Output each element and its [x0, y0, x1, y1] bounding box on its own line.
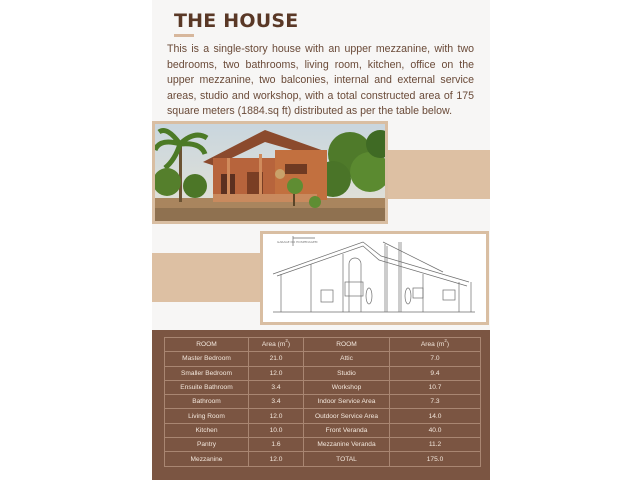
- intro-paragraph: This is a single-story house with an upper mezzanine, with two bedrooms, two bathrooms, living room, kitchen, office on the upper mezzanine, two balconies, internal and external service areas, studio and workshop, with a total constructed area of 175 square meters (1884.sq ft) distributed as per the table below.: [167, 43, 474, 118]
- room-cell: Front Veranda: [304, 423, 390, 437]
- area-cell: 40.0: [390, 423, 481, 437]
- area-cell: 10.0: [249, 423, 304, 437]
- area-cell: 12.0: [249, 452, 304, 466]
- room-cell: Ensuite Bathroom: [165, 380, 249, 394]
- room-cell: TOTAL: [304, 452, 390, 466]
- room-cell: Living Room: [165, 409, 249, 423]
- area-cell: 7.0: [390, 352, 481, 366]
- area-cell: 11.2: [390, 438, 481, 452]
- table-row: [165, 366, 481, 380]
- table-row: [165, 438, 481, 452]
- decorative-band-right: [388, 150, 490, 199]
- area-cell: 12.0: [249, 366, 304, 380]
- header-room: ROOM: [165, 338, 249, 352]
- area-cell: 21.0: [249, 352, 304, 366]
- area-cell: 10.7: [390, 380, 481, 394]
- room-cell: Studio: [304, 366, 390, 380]
- table-row: [165, 423, 481, 437]
- area-cell: 7.3: [390, 395, 481, 409]
- house-photo: [155, 124, 385, 221]
- room-cell: Bathroom: [165, 395, 249, 409]
- area-cell: 9.4: [390, 366, 481, 380]
- table-header-row: [165, 338, 481, 352]
- area-cell: 12.0: [249, 409, 304, 423]
- room-cell: Indoor Service Area: [304, 395, 390, 409]
- table-row: [165, 380, 481, 394]
- header-room: ROOM: [304, 338, 390, 352]
- table-row: [165, 409, 481, 423]
- room-cell: Smaller Bedroom: [165, 366, 249, 380]
- room-cell: Mezzanine Veranda: [304, 438, 390, 452]
- area-cell: 3.4: [249, 395, 304, 409]
- decorative-band-left: [152, 253, 262, 302]
- table-row: [165, 352, 481, 366]
- room-cell: Mezzanine: [165, 452, 249, 466]
- area-cell: 1.6: [249, 438, 304, 452]
- page-title: THE HOUSE: [174, 10, 299, 32]
- room-cell: Workshop: [304, 380, 390, 394]
- header-area: Area $(m^2)$: [249, 338, 304, 352]
- room-cell: Kitchen: [165, 423, 249, 437]
- area-cell: 14.0: [390, 409, 481, 423]
- table-row: [165, 395, 481, 409]
- room-cell: Outdoor Service Area: [304, 409, 390, 423]
- title-underline: [174, 34, 194, 37]
- room-cell: Attic: [304, 352, 390, 366]
- header-area: Area $(m^2)$: [390, 338, 481, 352]
- area-cell: 175.0: [390, 452, 481, 466]
- room-area-table: [164, 337, 481, 467]
- drawing-label: GARAGE DO HOSPEDAGEM: [277, 240, 318, 244]
- room-cell: Pantry: [165, 438, 249, 452]
- area-cell: 3.4: [249, 380, 304, 394]
- table-row: [165, 452, 481, 466]
- elevation-drawing: [263, 234, 486, 322]
- room-cell: Master Bedroom: [165, 352, 249, 366]
